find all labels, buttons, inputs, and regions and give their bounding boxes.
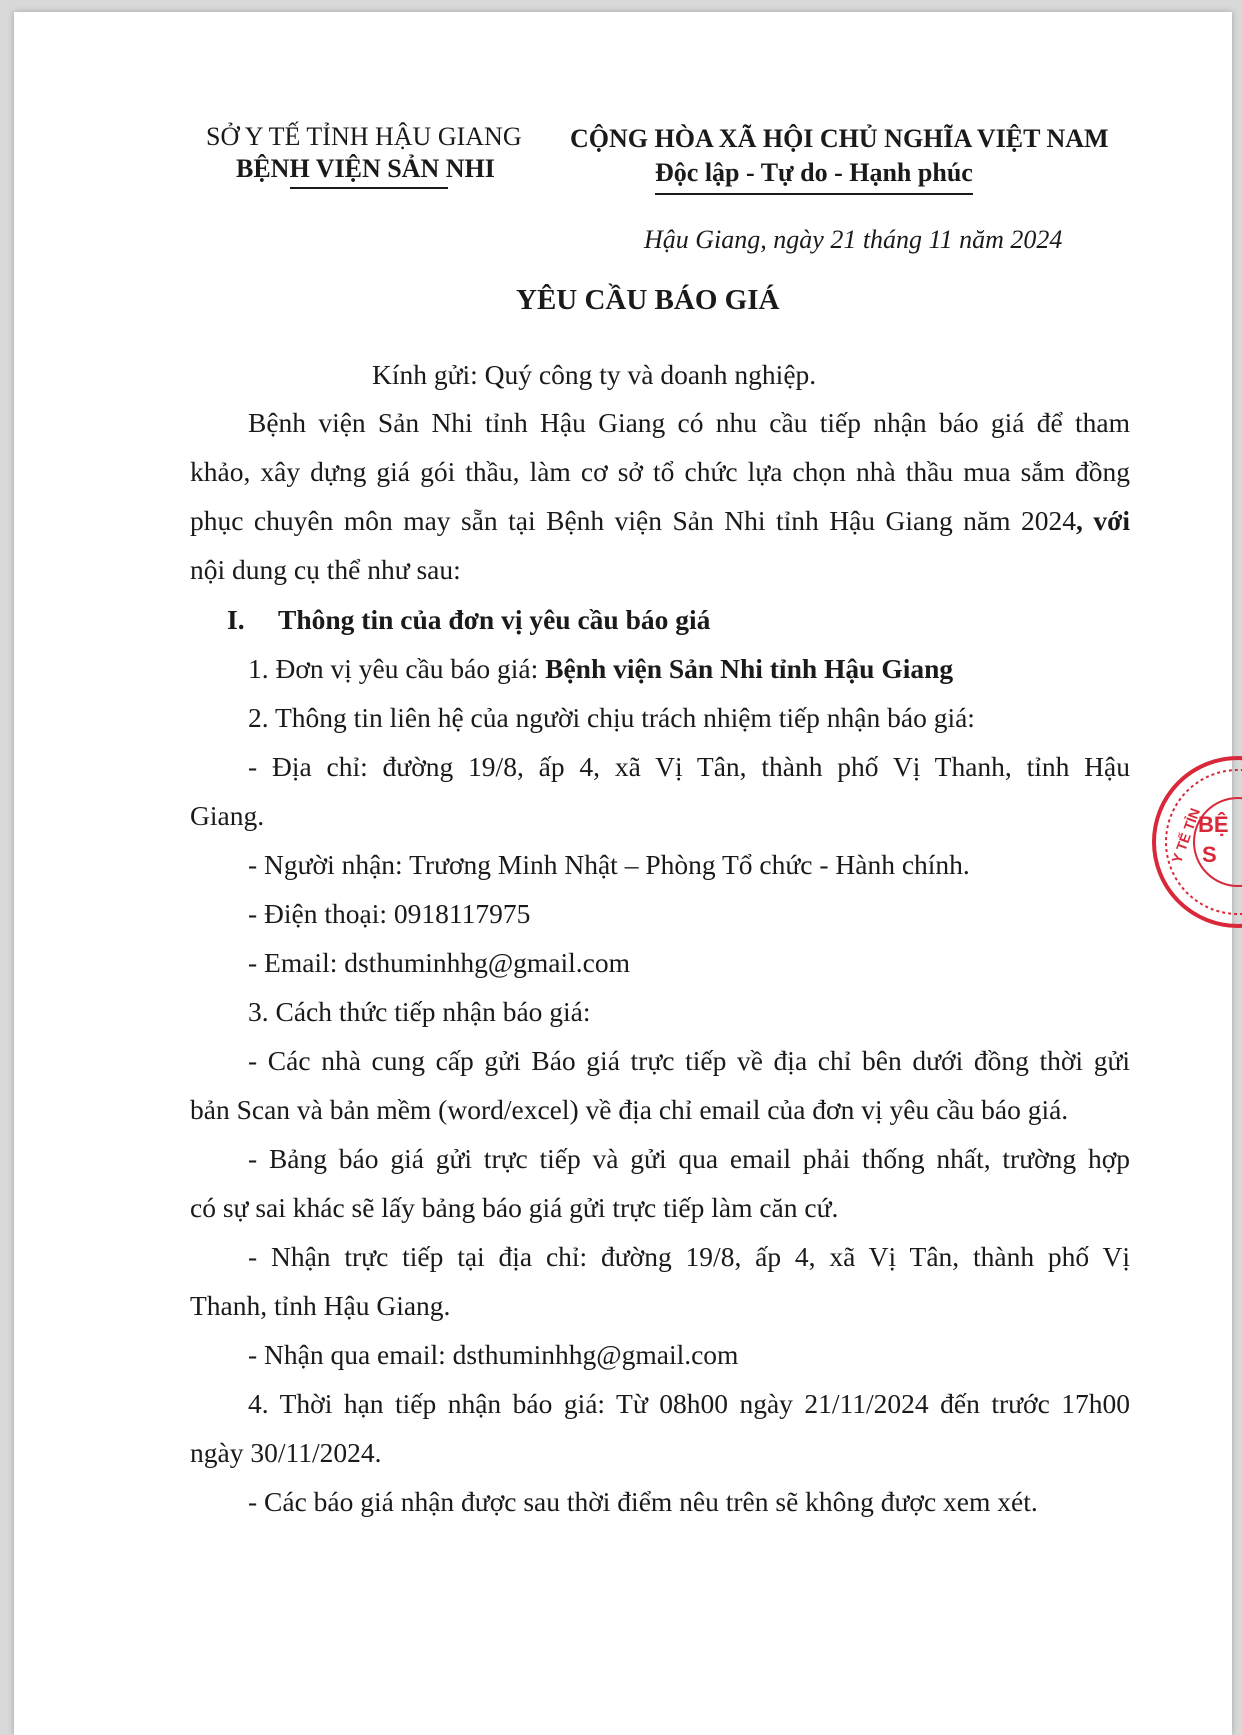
- stamp-text-mid-2: S: [1202, 842, 1217, 867]
- item-1: [248, 651, 953, 687]
- intro-line-1: Bệnh viện Sản Nhi tỉnh Hậu Giang có nhu cầu tiếp nhận báo giá để tham: [248, 407, 1130, 438]
- item-2: 2. Thông tin liên hệ của người chịu trách nhiệm tiếp nhận báo giá:: [248, 702, 975, 733]
- address-line-1: - Địa chỉ: đường 19/8, ấp 4, xã Vị Tân, thành phố Vị Thanh, tỉnh Hậu: [248, 751, 1130, 782]
- motto-underline: [655, 193, 973, 195]
- intro-line-4: nội dung cụ thể như sau:: [190, 554, 461, 585]
- national-motto: Độc lập - Tự do - Hạnh phúc: [655, 158, 973, 187]
- intro-line-3-text: phục chuyên môn may sẵn tại Bệnh viện Sản Nhi tỉnh Hậu Giang năm 2024: [190, 505, 1077, 536]
- item-1-value: Bệnh viện Sản Nhi tỉnh Hậu Giang: [545, 653, 954, 684]
- email-line: - Email: dsthuminhhg@gmail.com: [248, 947, 631, 978]
- intro-line-3-tail: , với: [1076, 505, 1130, 536]
- method-4: - Nhận qua email: dsthuminhhg@gmail.com: [248, 1339, 739, 1370]
- agency-name: SỞ Y TẾ TỈNH HẬU GIANG: [206, 122, 522, 151]
- salutation: Kính gửi: Quý công ty và doanh nghiệp.: [372, 359, 817, 390]
- section-title: Thông tin của đơn vị yêu cầu báo giá: [278, 604, 711, 635]
- method-1-line-2: bản Scan và bản mềm (word/excel) về địa chỉ email của đơn vị yêu cầu báo giá.: [190, 1094, 1069, 1125]
- method-3-line-1: - Nhận trực tiếp tại địa chỉ: đường 19/8, ấp 4, xã Vị Tân, thành phố Vị: [248, 1241, 1130, 1272]
- receiver-line: - Người nhận: Trương Minh Nhật – Phòng Tổ chức - Hành chính.: [248, 849, 970, 880]
- late-note: - Các báo giá nhận được sau thời điểm nêu trên sẽ không được xem xét.: [248, 1486, 1038, 1517]
- item-4-line-2: ngày 30/11/2024.: [190, 1437, 382, 1468]
- stamp-text-mid-1: BỆ: [1198, 812, 1229, 837]
- method-3-line-2: Thanh, tỉnh Hậu Giang.: [190, 1290, 451, 1321]
- republic-name: CỘNG HÒA XÃ HỘI CHỦ NGHĨA VIỆT NAM: [570, 124, 1109, 153]
- item-3: 3. Cách thức tiếp nhận báo giá:: [248, 996, 591, 1027]
- method-1-line-1: - Các nhà cung cấp gửi Báo giá trực tiếp về địa chỉ bên dưới đồng thời gửi: [248, 1045, 1130, 1076]
- item-4-line-1: 4. Thời hạn tiếp nhận báo giá: Từ 08h00 ngày 21/11/2024 đến trước 17h00: [248, 1388, 1130, 1419]
- document-title: YÊU CẦU BÁO GIÁ: [516, 284, 780, 316]
- section-number: I.: [227, 604, 245, 635]
- stamp-text-top: Y TẾ TỈN: [1168, 805, 1203, 866]
- hospital-underline: [290, 187, 448, 189]
- method-2-line-2: có sự sai khác sẽ lấy bảng báo giá gửi trực tiếp làm căn cứ.: [190, 1192, 839, 1223]
- date-line: Hậu Giang, ngày 21 tháng 11 năm 2024: [644, 225, 1063, 254]
- item-1-label: 1. Đơn vị yêu cầu báo giá:: [248, 653, 546, 684]
- official-stamp: [1148, 752, 1242, 932]
- method-2-line-1: - Bảng báo giá gửi trực tiếp và gửi qua email phải thống nhất, trường hợp: [248, 1143, 1130, 1174]
- intro-line-3: [190, 503, 1130, 539]
- phone-line: - Điện thoại: 0918117975: [248, 898, 531, 929]
- address-line-2: Giang.: [190, 800, 265, 831]
- hospital-name: BỆNH VIỆN SẢN NHI: [236, 154, 495, 183]
- intro-line-2: khảo, xây dựng giá gói thầu, làm cơ sở tổ chức lựa chọn nhà thầu mua sắm đồng: [190, 456, 1130, 487]
- document-page: [14, 12, 1232, 1735]
